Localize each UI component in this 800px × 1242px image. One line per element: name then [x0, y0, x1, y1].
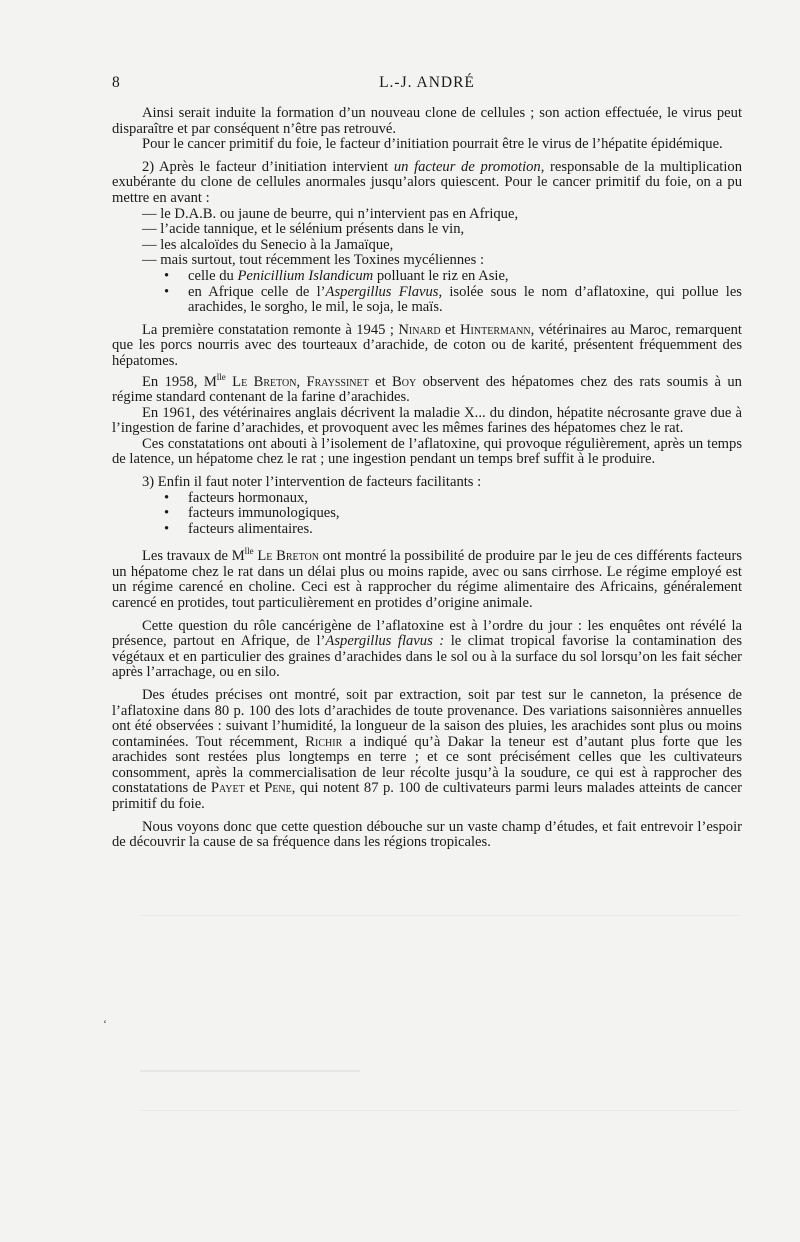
list-item: — l’acide tannique, et le sélénium présents dans le vin,: [142, 221, 465, 238]
bullet-icon: •: [164, 520, 170, 537]
running-head: L.-J. ANDRÉ: [379, 74, 475, 91]
list-item: • en Afrique celle de l’Aspergillus Flavus, isolée sous le nom d’aflatoxine, qui pollue les arachides, le sorgho, le mil, le soja, le maïs.: [164, 283, 742, 316]
bullet-icon: •: [164, 489, 170, 506]
body-text: [112, 106, 742, 851]
paragraph: Cette question du rôle cancérigène de l’aflatoxine est à l’ordre du jour : les enquêtes ont révélé la présence, partout en Afrique, de l’Aspergillus flavus : le climat tropical favorise la contamination des végétaux et en particulier des graines d’arachides dans le sol ou à la surface du sol lorsqu’on les fait sécher après l’arrachage, ou en silo.: [112, 617, 742, 681]
paragraph: 3) Enfin il faut noter l’intervention de facteurs facilitants :: [142, 473, 482, 490]
page-number: 8: [112, 74, 120, 91]
page-header: [112, 74, 742, 96]
show-through-text: [140, 1110, 740, 1151]
paragraph: Les travaux de $M^{lle}$ Le Breton ont montré la possibilité de produire par le jeu de ces différents facteurs un hépatome chez le rat dans un délai plus ou moins rapide, avec ou sans cirrhose. Le régime employé est un régime carencé en choline. Ceci est à rapprocher du régime alimentaire des Africains, généralement carencé en protides, tout particulièrement en protides d’origine animale.: [112, 546, 743, 611]
list-item: — les alcaloïdes du Senecio à la Jamaïque,: [142, 236, 394, 253]
list-item: • facteurs immunologiques,: [164, 505, 340, 522]
paragraph: En 1961, des vétérinaires anglais décrivent la maladie X... du dindon, hépatite nécrosante grave due à l’ingestion de farine d’arachides, et provoquent avec les mêmes farines des hépatomes chez le rat.: [112, 404, 742, 437]
list-item: — le D.A.B. ou jaune de beurre, qui n’intervient pas en Afrique,: [142, 205, 519, 222]
list-toxins: [112, 269, 742, 316]
paragraph: Ainsi serait induite la formation d’un nouveau clone de cellules ; son action effectuée, le virus peut disparaître et par conséquent n’être pas retrouvé.: [112, 105, 742, 137]
bullet-icon: •: [164, 505, 170, 522]
list-item: • celle du Penicillium Islandicum polluant le riz en Asie,: [164, 267, 509, 284]
paragraph: Ces constatations ont abouti à l’isolement de l’aflatoxine, qui provoque régulièrement, après un temps de latence, un hépatome chez le rat ; une ingestion pendant un temps bref suffit à le produire.: [112, 435, 742, 468]
bullet-icon: •: [164, 267, 170, 284]
show-through-heading: [140, 1050, 360, 1072]
bullet-icon: •: [164, 283, 170, 300]
list-item: • facteurs alimentaires.: [164, 520, 313, 537]
paragraph: En 1958, $M^{lle}$ Le Breton, Frayssinet et Boy observent des hépatomes chez des rats soumis à un régime standard contenant de la farine d’arachides.: [112, 371, 742, 405]
paragraph: 2) Après le facteur d’initiation intervient un facteur de promotion, responsable de la multiplication exubérante du clone de cellules anormales jusqu’alors quiescent. Pour le cancer primitif du foie, on a pu mettre en avant :: [112, 158, 743, 206]
paragraph: Nous voyons donc que cette question débouche sur un vaste champ d’études, et fait entrevoir l’espoir de découvrir la cause de sa fréquence dans les régions tropicales.: [112, 818, 742, 851]
list-promoters: [112, 207, 742, 269]
paragraph: La première constatation remonte à 1945 ; Ninard et Hintermann, vétérinaires au Maroc, remarquent que les porcs nourris avec des tourteaux d’arachide, de coton ou de karité, présentent fréquemment des hépatomes.: [112, 321, 742, 369]
list-item: — mais surtout, tout récemment les Toxines mycéliennes :: [142, 252, 484, 269]
paragraph: Des études précises ont montré, soit par extraction, soit par test sur le canneton, la présence de l’aflatoxine dans 80 p. 100 des lots d’arachides de toute provenance. Des variations saisonnières annuelles ont été observées : suivant l’humidité, la longueur de la saison des pluies, les arachides sont plus ou moins contaminées. Tout récemment, Richir a indiqué qu’à Dakar la teneur est d’autant plus forte que les arachides sont restées plus longtemps en terre ; et ce sont précisément celles que les cultivateurs consomment, après la commercialisation de leur récolte jusqu’à la soudure, ce qui est à rapprocher des constatations de Payet et Pene, qui notent 87 p. 100 de cultivateurs parmi leurs malades atteints de cancer primitif du foie.: [112, 686, 742, 813]
list-item: • facteurs hormonaux,: [164, 489, 308, 506]
list-facilitating-factors: [112, 491, 742, 538]
show-through-text: [140, 915, 740, 986]
paragraph: Pour le cancer primitif du foie, le facteur d’initiation pourrait être le virus de l’hépatite épidémique.: [142, 136, 723, 153]
stray-mark: ʻ: [103, 1017, 107, 1031]
